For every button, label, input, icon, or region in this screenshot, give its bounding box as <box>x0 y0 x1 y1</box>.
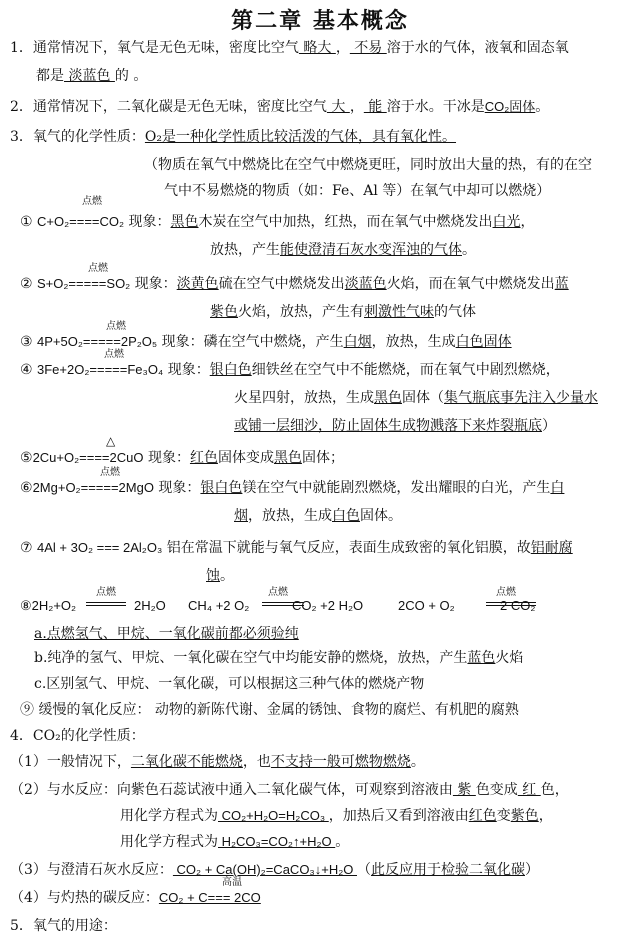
underlined-text: 能使澄清石灰水变浑浊的气体 <box>280 242 462 258</box>
underlined-text: 蚀 <box>206 568 220 584</box>
equation-left: 2H₂+O₂ <box>31 598 77 613</box>
underlined-text: 黑色 <box>273 450 302 466</box>
underlined-text: O₂是一种化学性质比较活泼的气体，具有氧化性。 <box>144 129 457 145</box>
reaction-8-note-c: c.区别氢气、甲烷、一氧化碳，可以根据这三种气体的燃烧产物 <box>34 676 425 692</box>
chemical-equation: C+O₂====CO₂ <box>37 214 125 229</box>
underlined-text: 此反应用于检验二氧化碳 <box>370 862 525 878</box>
text: 放热，产生 <box>210 242 280 258</box>
triangle-icon: △ <box>106 434 116 448</box>
reaction-4-line-1 <box>20 360 560 380</box>
chemical-equation: 2Mg+O₂=====2MgO <box>32 480 154 495</box>
underlined-text: 烟 <box>234 508 248 524</box>
text: 现象： <box>167 362 210 378</box>
section-4-item-1 <box>10 752 425 772</box>
text: ，也 <box>242 754 271 770</box>
text: 现象： <box>158 480 201 496</box>
underlined-text: a.点燃氢气、甲烷、一氧化碳前都必须验纯 <box>34 626 299 642</box>
reaction-9-line <box>20 700 519 720</box>
reaction-8-num <box>20 596 76 616</box>
underlined-text: 蓝色 <box>467 650 496 666</box>
text: ，加热后又看到溶液由 <box>328 808 469 824</box>
text: 变 <box>496 808 511 824</box>
item-number: ① <box>20 214 33 230</box>
text: ， <box>335 40 350 56</box>
text: （2）与水反应：向紫色石蕊试液中通入二氧化碳气体，可观察到溶液由 <box>10 782 453 798</box>
text: 细铁丝在空气中不能燃烧，而在氧气中剧烈燃烧， <box>251 362 560 378</box>
page-title: 第二章 基本概念 <box>231 9 409 34</box>
section-4-item-3 <box>10 860 539 880</box>
reaction-7-line-2 <box>206 566 234 586</box>
text: 。 <box>462 242 476 258</box>
chemical-equation: CO₂ + C=== 2CO <box>158 890 261 905</box>
chemical-equation: CO₂+H₂O=H₂CO₃ <box>218 808 329 823</box>
section-3-heading <box>10 127 456 147</box>
text: 1．通常情况下，氧气是无色无味，密度比空气 <box>10 40 299 56</box>
section-1-line-2 <box>36 66 147 86</box>
chemical-equation: 4P+5O₂=====2P₂O₅ <box>37 334 158 349</box>
condition-label: 点燃 <box>106 321 126 332</box>
underlined-text: 淡黄色 <box>176 276 219 292</box>
reaction-7-line-1 <box>20 538 573 558</box>
reaction-3-line <box>20 332 512 352</box>
underlined-text: 刺激性气味 <box>364 304 434 320</box>
text: （ <box>356 862 371 878</box>
section-4-item-4 <box>10 888 261 908</box>
underlined-text: 紫色 <box>510 808 539 824</box>
text: 。 <box>410 754 425 770</box>
text: b.纯净的氢气、甲烷、一氧化碳在空气中均能安静的燃烧，放热，产生 <box>34 650 468 666</box>
blank-answer: 能 <box>363 99 387 115</box>
blank-answer: 红 <box>517 782 541 798</box>
underlined-text: 红色 <box>189 450 218 466</box>
section-2-line <box>10 97 549 117</box>
underlined-text: 银白色 <box>200 480 243 496</box>
item-number: ② <box>20 276 33 292</box>
text: 。 <box>535 99 550 115</box>
underlined-text: 紫色 <box>210 304 238 320</box>
text: 现象： <box>128 214 171 230</box>
underlined-text: 铝耐腐 <box>530 540 573 556</box>
underlined-text: 白光 <box>492 214 521 230</box>
section-4-heading: 4．CO₂的化学性质： <box>10 728 145 744</box>
text: （1）一般情况下， <box>10 754 131 770</box>
item-number: ⑥ <box>20 480 33 496</box>
text: 用化学方程式为 <box>120 808 218 824</box>
text: 固体（ <box>402 390 444 406</box>
blank-answer: 略大 <box>298 40 336 56</box>
reaction-8-note-a <box>34 624 299 644</box>
item-number: ⑧ <box>20 598 32 613</box>
underlined-text: 蓝 <box>554 276 569 292</box>
section-4-item-2-line-3 <box>120 832 349 852</box>
reaction-1-line-2 <box>210 240 476 260</box>
underlined-text: 淡蓝色 <box>344 276 387 292</box>
equation-left: CH₄ +2 O₂ <box>188 598 250 613</box>
text: 。 <box>335 834 350 850</box>
condition-label: 点燃 <box>100 467 120 478</box>
reaction-4-line-3 <box>234 416 556 436</box>
condition-label: 高温 <box>222 877 242 888</box>
text: 的 。 <box>114 68 148 84</box>
text: 固体变成 <box>217 450 274 466</box>
text: （3）与澄清石灰水反应： <box>10 862 173 878</box>
underlined-text: 二氧化碳不能燃烧 <box>130 754 243 770</box>
reaction-2-line-2 <box>210 302 476 322</box>
section-1-line-1 <box>10 38 569 58</box>
text: 火焰，放热，产生有 <box>238 304 364 320</box>
chemical-equation: 2Cu+O₂====2CuO <box>32 450 144 465</box>
condition-label: 点燃 <box>268 587 288 598</box>
text: 火焰，而在氧气中燃烧发出 <box>386 276 555 292</box>
text: 现象： <box>147 450 190 466</box>
text: 溶于水的气体，液氧和固态氧 <box>386 40 569 56</box>
reaction-5-line <box>20 448 344 468</box>
blank-answer: 淡蓝色 <box>64 68 115 84</box>
text: 固体； <box>301 450 344 466</box>
equation-right: 2 CO₂ <box>500 598 536 613</box>
chemical-equation: 3Fe+2O₂=====Fe₃O₄ <box>37 362 164 377</box>
condition-label: 点燃 <box>96 587 116 598</box>
underlined-text: 黑色 <box>374 390 402 406</box>
underlined-text: 白色固体 <box>455 334 512 350</box>
text: ） <box>542 418 556 434</box>
underlined-text: 或铺一层细沙，防止固体生成物溅落下来炸裂瓶底 <box>234 418 542 434</box>
text: 火焰 <box>495 650 524 666</box>
item-number: ⑦ <box>20 540 33 556</box>
item-number: ④ <box>20 362 33 378</box>
reaction-6-line-1 <box>20 478 564 498</box>
blank-answer: 紫 <box>452 782 476 798</box>
text: 都是 <box>36 68 64 84</box>
section-4-item-2-line-1 <box>10 780 569 800</box>
reaction-1-line-1 <box>20 212 535 232</box>
text: ，放热，生成 <box>248 508 332 524</box>
condition-label: 点燃 <box>88 263 108 274</box>
reaction-6-line-2 <box>234 506 402 526</box>
text: 铝在常温下就能与氧气反应，表面生成致密的氧化铝膜，故 <box>166 540 531 556</box>
condition-label: 点燃 <box>496 587 516 598</box>
underlined-text: 黑色 <box>170 214 199 230</box>
item-number: ③ <box>20 334 33 350</box>
text: 火星四射，放热，生成 <box>234 390 374 406</box>
reaction-8-note-b <box>34 648 523 668</box>
underlined-text: 不支持一般可燃物燃烧 <box>270 754 411 770</box>
condition-label: 点燃 <box>82 196 102 207</box>
text: 硫在空气中燃烧发出 <box>218 276 345 292</box>
equation-right: CO₂ +2 H₂O <box>292 598 364 613</box>
text: 。 <box>220 568 234 584</box>
text: 3．氧气的化学性质： <box>10 129 145 145</box>
text: 色变成 <box>475 782 518 798</box>
section-5-heading: 5．氧气的用途： <box>10 918 117 934</box>
text: 用化学方程式为 <box>120 834 218 850</box>
text: ， <box>349 99 364 115</box>
section-3-note-1: （物质在氧气中燃烧比在空气中燃烧更旺，同时放出大量的热，有的在空 <box>144 157 592 173</box>
section-4-item-2-line-2 <box>120 806 553 826</box>
chemical-equation: H₂CO₃=CO₂↑+H₂O <box>218 834 336 849</box>
underlined-text: 白 <box>550 480 565 496</box>
text: 固体。 <box>360 508 402 524</box>
underlined-text: 银白色 <box>209 362 252 378</box>
underlined-text: 白烟 <box>343 334 372 350</box>
blank-answer: CO₂固体 <box>484 99 536 114</box>
blank-answer: 大 <box>326 99 350 115</box>
text: 木炭在空气中加热，红热，而在氧气中燃烧发出 <box>198 214 493 230</box>
text: 缓慢的氧化反应： 动物的新陈代谢、金属的锈蚀、食物的腐烂、有机肥的腐熟 <box>38 702 519 718</box>
reaction-arrow-line <box>86 605 126 606</box>
section-3-note-2: 气中不易燃烧的物质（如：Fe、Al 等）在氧气中却可以燃烧） <box>164 183 551 199</box>
reaction-arrow-line <box>86 602 126 603</box>
text: 的气体 <box>434 304 476 320</box>
blank-answer: 不易 <box>349 40 387 56</box>
chemical-equation: S+O₂=====SO₂ <box>37 276 131 291</box>
text: 色， <box>540 782 569 798</box>
item-number: ⑤ <box>20 450 33 466</box>
text: ） <box>524 862 539 878</box>
text: 溶于水。干冰是 <box>386 99 485 115</box>
text: （4）与灼热的碳反应： <box>10 890 159 906</box>
reaction-2-line-1 <box>20 274 569 294</box>
text: ， <box>520 214 535 230</box>
text: 镁在空气中就能剧烈燃烧，发出耀眼的白光，产生 <box>242 480 551 496</box>
item-number: ⑨ <box>20 702 34 718</box>
equation-left: 2CO + O₂ <box>398 598 455 613</box>
equation-right: 2H₂O <box>134 598 166 613</box>
underlined-text: 白色 <box>332 508 360 524</box>
chemical-equation: CO₂ + Ca(OH)₂=CaCO₃↓+H₂O <box>172 862 357 877</box>
text: 现象：磷在空气中燃烧，产生 <box>161 334 344 350</box>
underlined-text: 集气瓶底事先注入少量水 <box>444 390 598 406</box>
text: 2．通常情况下，二氧化碳是无色无味，密度比空气 <box>10 99 327 115</box>
text: 现象： <box>134 276 177 292</box>
condition-label: 点燃 <box>104 349 124 360</box>
chemical-equation: 4Al + 3O₂ === 2Al₂O₃ <box>37 540 163 555</box>
text: ， <box>538 808 553 824</box>
text: ，放热，生成 <box>371 334 456 350</box>
reaction-4-line-2 <box>234 388 598 408</box>
underlined-text: 红色 <box>468 808 497 824</box>
